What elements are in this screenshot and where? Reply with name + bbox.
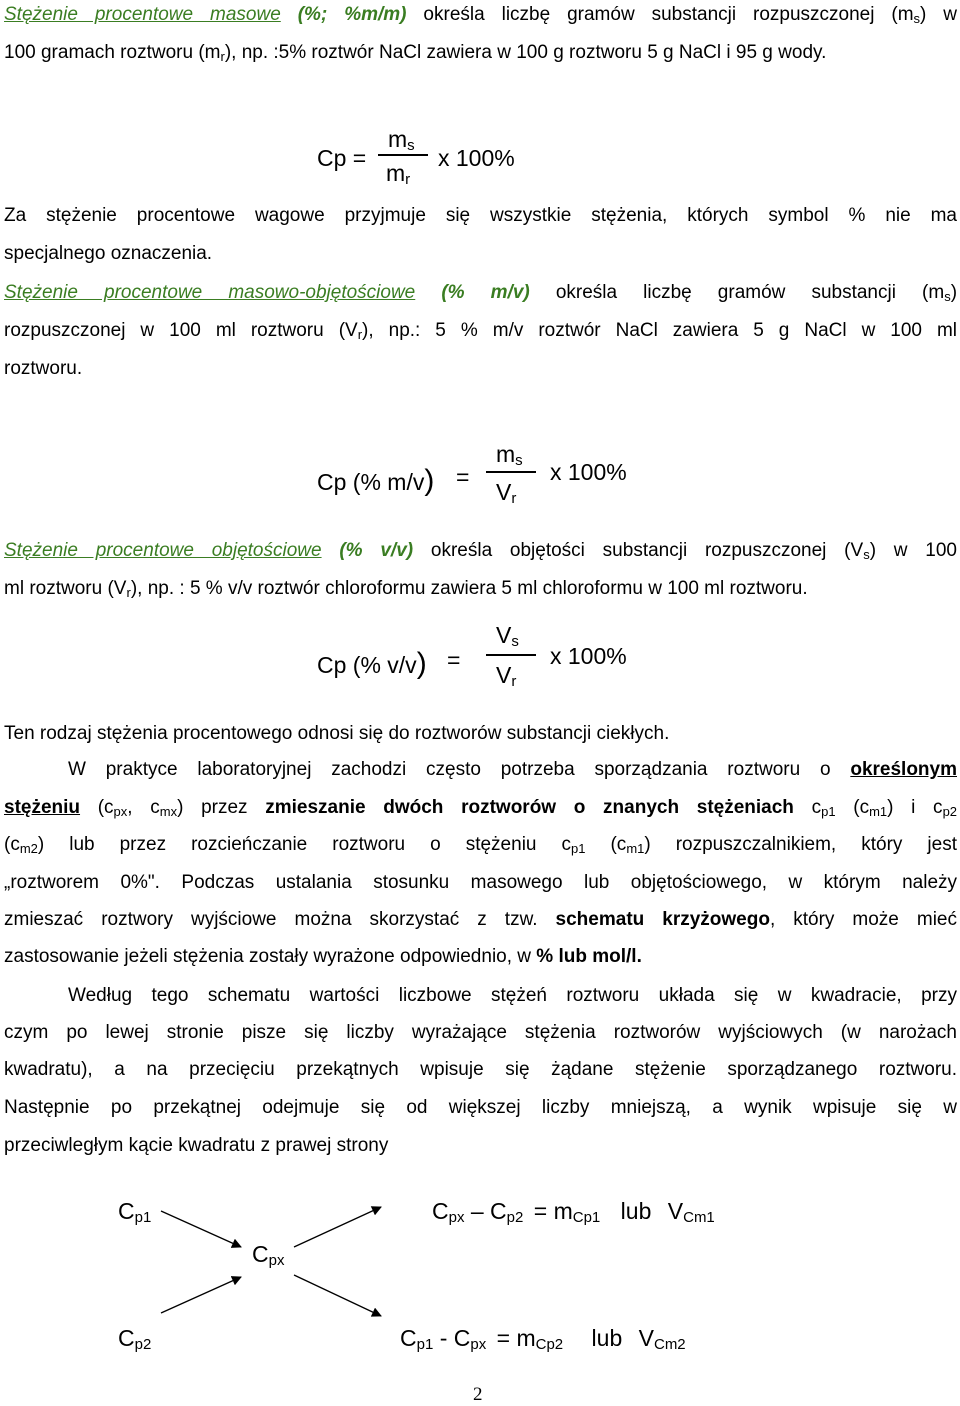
t: ) i c: [887, 797, 943, 818]
t: ) rozpuszczalnikiem, który jest: [644, 834, 957, 855]
sub: p1: [134, 1209, 152, 1226]
p1-text: 100 gramach roztworu (m: [4, 42, 221, 63]
t: m: [516, 1325, 536, 1351]
sub: Cp1: [572, 1209, 601, 1226]
scheme-cp1: [118, 1198, 151, 1225]
arrow-cpx-to-r2: [294, 1275, 381, 1316]
p3-text: określa liczbę gramów substancji (m: [555, 282, 945, 303]
t: =: [496, 1325, 511, 1351]
page-number: 2: [473, 1384, 483, 1405]
term-mass-volume-percent: Stężenie procentowe masowo-objętościowe: [4, 282, 416, 303]
t: lub: [591, 1325, 623, 1351]
formula2-rhs: x 100%: [550, 459, 627, 485]
t: ) przez: [177, 797, 248, 818]
sub: m1: [869, 804, 888, 819]
p5-line1: Ten rodzaj stężenia procentowego odnosi się do roztworów substancji ciekłych.: [4, 723, 670, 744]
f-text: m: [496, 441, 516, 467]
p7-line5: przeciwległym kącie kwadratu z prawej strony: [4, 1135, 389, 1156]
sub: s: [407, 137, 415, 154]
term-mass-volume-unit: (% m/v): [441, 282, 530, 303]
t: (c: [853, 797, 870, 818]
t: C: [490, 1198, 507, 1224]
formula3-eq: =: [447, 647, 461, 673]
formula3-rhs: x 100%: [550, 643, 627, 669]
p6-text: W praktyce laboratoryjnej zachodzi często potrzeba sporządzania roztworu o: [68, 759, 831, 780]
f-text: V: [496, 622, 512, 648]
sub: p2: [942, 804, 958, 819]
t: V: [667, 1198, 684, 1224]
p3-text: ): [950, 282, 958, 303]
t: (c: [97, 797, 114, 818]
p6-emph: % lub mol/l.: [536, 946, 642, 967]
p4-text: ), np. : 5 % v/v roztwór chloroformu zawiera 5 ml chloroformu w 100 ml roztworu.: [130, 578, 808, 599]
term-mass-percent: Stężenie procentowe masowe: [4, 4, 281, 25]
sub: p1: [416, 1336, 434, 1353]
p2-line2: specjalnego oznaczenia.: [4, 243, 213, 264]
p1-text: ), np. :5% roztwór NaCl zawiera w 100 g roztworu 5 g NaCl i 95 g wody.: [224, 42, 827, 63]
t: C: [118, 1325, 135, 1351]
f-text: m: [388, 126, 408, 152]
term-mass-percent-unit: (%; %m/m): [297, 4, 407, 25]
p4-text: ) w 100: [869, 540, 957, 561]
sub: p2: [134, 1336, 152, 1353]
p6-text: zastosowanie jeżeli stężenia zostały wyrażone odpowiednio, w: [4, 946, 532, 967]
formula1-rhs: x 100%: [438, 145, 515, 171]
sub: Cm1: [683, 1209, 715, 1226]
t: C: [118, 1198, 135, 1224]
sub: s: [863, 547, 870, 562]
t: m: [553, 1198, 573, 1224]
t: (c: [610, 834, 627, 855]
sub: s: [913, 11, 921, 26]
f-text: Cp (% v/v: [317, 652, 417, 678]
p6-text: zmieszać roztwory wyjściowe można skorzystać z tzw.: [4, 909, 538, 930]
sub: r: [511, 490, 517, 507]
p4-text: ml roztworu (V: [4, 578, 127, 599]
p1-text: określa liczbę gramów substancji rozpuszczonej (m: [423, 4, 914, 25]
p7-line2: czym po lewej stronie pisze się liczby wyrażające stężenia roztworów wyjściowych (w narożach: [4, 1022, 957, 1043]
formula2-eq: =: [456, 464, 470, 490]
p6-text: , który może mieć: [769, 909, 957, 930]
sub: px: [470, 1336, 487, 1353]
p6-text: Podczas ustalania stosunku masowego lub objętościowego, w którym należy: [181, 872, 958, 893]
t: –: [470, 1198, 484, 1224]
f-text: m: [386, 160, 406, 186]
sub: m2: [19, 841, 38, 856]
p6-emph: zmieszanie dwóch roztworów o znanych stężeniach: [265, 797, 794, 818]
sub: r: [511, 673, 517, 690]
scheme-result-2: [400, 1325, 686, 1352]
sub: p1: [821, 804, 836, 819]
term-volume-unit: (% v/v): [339, 540, 414, 561]
t: C: [432, 1198, 449, 1224]
p6-emph: schematu krzyżowego: [555, 909, 770, 930]
t: , c: [127, 797, 160, 818]
p6-text: „roztworem 0%".: [4, 872, 160, 893]
sub: r: [126, 585, 131, 600]
p4-text: określa objętości substancji rozpuszczonej (V: [430, 540, 864, 561]
f-paren: ): [424, 464, 435, 497]
p6-emph: określonym: [850, 759, 957, 780]
sub: px: [113, 804, 128, 819]
sub: s: [515, 452, 523, 469]
t: V: [638, 1325, 654, 1351]
arrow-cpx-to-r1: [294, 1207, 381, 1247]
t: C: [453, 1325, 471, 1351]
t: lub: [620, 1198, 652, 1224]
f-paren: ): [416, 647, 427, 680]
p1-text: ) w: [920, 4, 958, 25]
t: C: [252, 1241, 269, 1267]
p2-line1: Za stężenie procentowe wagowe przyjmuje się wszystkie stężenia, których symbol % nie ma: [4, 205, 957, 226]
t: c: [811, 797, 822, 818]
f-text: V: [496, 662, 512, 688]
sub: p1: [571, 841, 586, 856]
p7-line1: Według tego schematu wartości liczbowe stężeń roztworu układa się w kwadracie, przy: [68, 985, 957, 1006]
p6-emph: stężeniu: [4, 797, 81, 818]
sub: r: [357, 327, 363, 342]
arrow-cp1-to-cpx: [161, 1211, 241, 1247]
p3-text: ), np.: 5 % m/v roztwór NaCl zawiera 5 g NaCl w 100 ml: [362, 320, 958, 341]
sub: Cm2: [653, 1336, 686, 1353]
p7-line3: kwadratu), a na przecięciu przekątnych wpisuje się żądane stężenie sporządzanego roztworu.: [4, 1059, 957, 1080]
sub: r: [405, 171, 411, 188]
scheme-cp2: [118, 1325, 151, 1352]
sub: m1: [626, 841, 645, 856]
term-volume-percent: Stężenie procentowe objętościowe: [4, 540, 322, 561]
sub: s: [944, 289, 951, 304]
sub: mx: [159, 804, 178, 819]
t: ) lub przez rozcieńczanie roztworu o stężeniu c: [37, 834, 571, 855]
f-text: V: [496, 479, 512, 505]
scheme-cpx: [252, 1241, 284, 1268]
sub: px: [448, 1209, 465, 1226]
t: =: [533, 1198, 548, 1224]
sub: p2: [506, 1209, 524, 1226]
p3-text: rozpuszczonej w 100 ml roztworu (V: [4, 320, 358, 341]
t: C: [400, 1325, 417, 1351]
sub: s: [511, 633, 519, 650]
t: (c: [4, 834, 20, 855]
sub: px: [268, 1252, 285, 1269]
f-text: Cp (% m/v: [317, 469, 425, 495]
arrow-cp2-to-cpx: [161, 1277, 241, 1313]
scheme-result-1: [432, 1198, 715, 1225]
p3-line3: roztworu.: [4, 358, 83, 379]
sub: Cp2: [535, 1336, 564, 1353]
sub: r: [220, 49, 225, 64]
formula1-lhs: Cp =: [317, 145, 367, 171]
t: -: [439, 1325, 448, 1351]
p7-line4: Następnie po przekątnej odejmuje się od większej liczby mniejszą, a wynik wpisuje się w: [4, 1097, 957, 1118]
